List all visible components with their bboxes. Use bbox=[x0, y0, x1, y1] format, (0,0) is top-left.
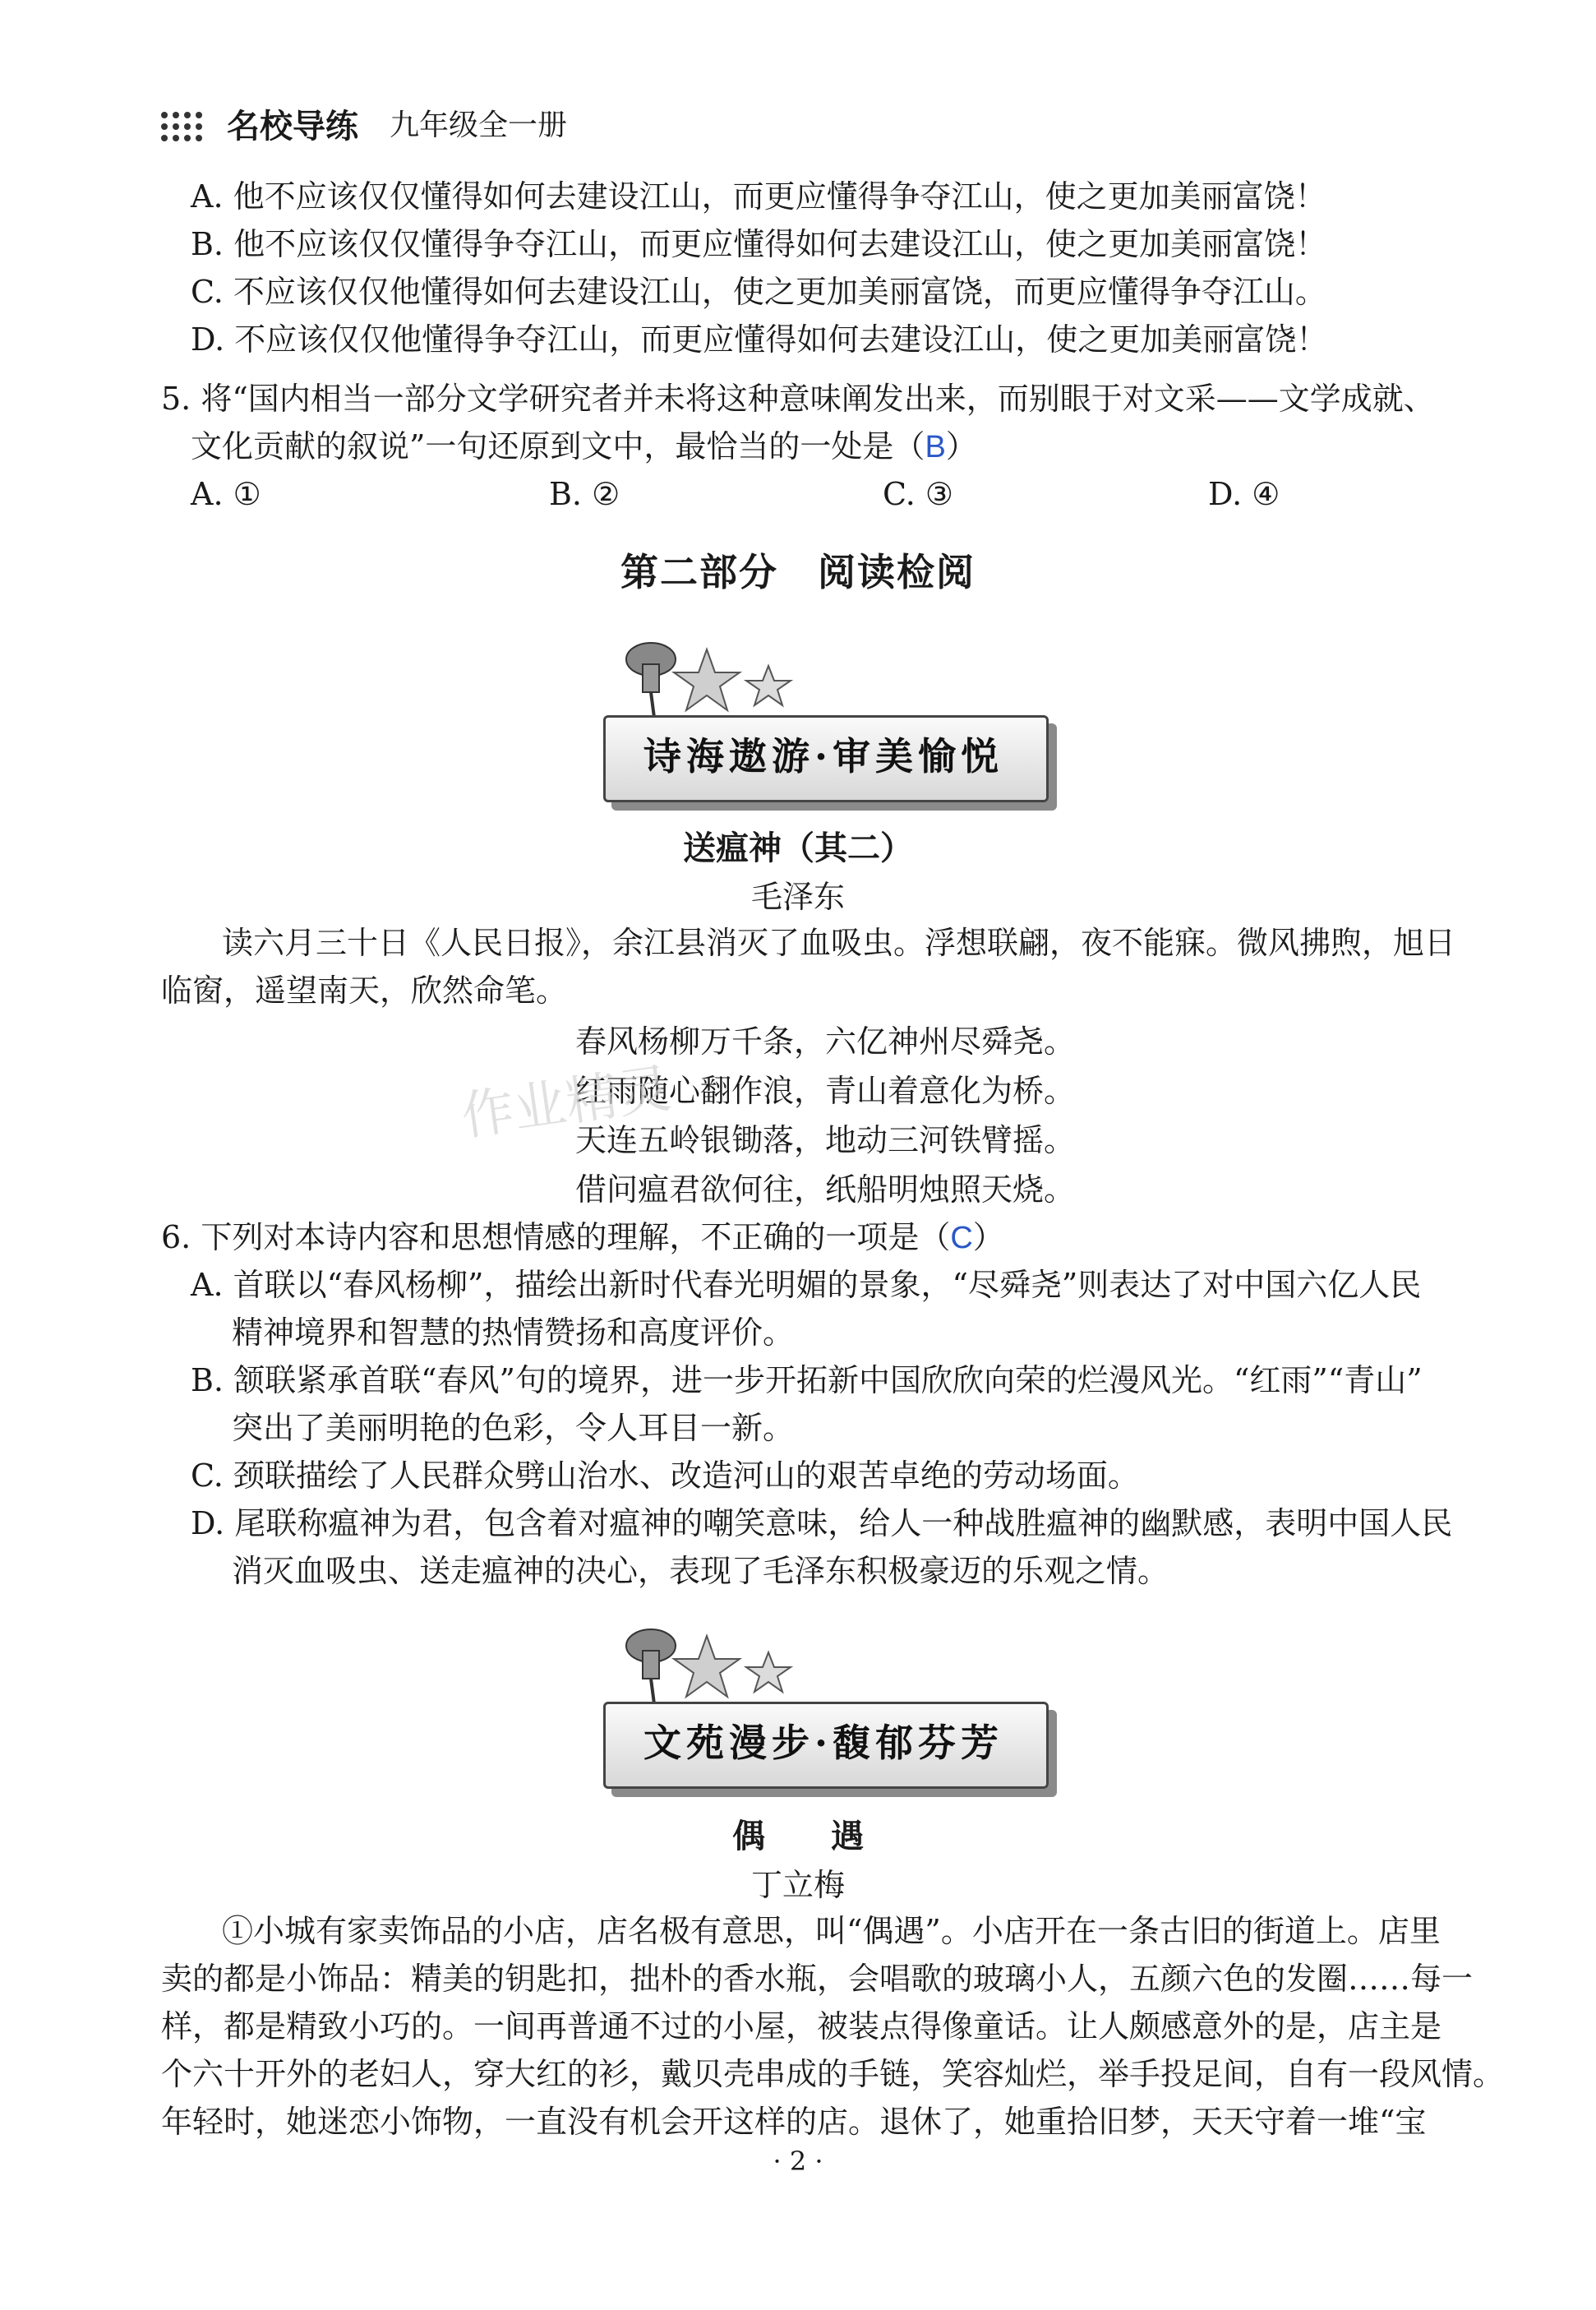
q6-option-b-line1: B. 颔联紧承首联“春风”句的境界，进一步开拓新中国欣欣向荣的烂漫风光。“红雨”“青山” bbox=[191, 1362, 1423, 1398]
article-line: 个六十开外的老妇人，穿大红的衫，戴贝壳串成的手链，笑容灿烂，举手投足间，自有一段风情。 bbox=[161, 2056, 1505, 2092]
poem-title: 送瘟神（其二） bbox=[683, 829, 913, 867]
q4-option-a: A. 他不应该仅仅懂得如何去建设江山，而更应懂得争夺江山，使之更加美丽富饶！ bbox=[191, 178, 1326, 215]
q6-answer: C bbox=[950, 1221, 973, 1255]
q4-option-d: D. 不应该仅仅他懂得争夺江山，而更应懂得如何去建设江山，使之更加美丽富饶！ bbox=[191, 321, 1328, 358]
q5-option-b: B. ② bbox=[549, 476, 620, 512]
page-number: · 2 · bbox=[773, 2146, 823, 2177]
poem-line: 天连五岭银锄落，地动三河铁臂摇。 bbox=[575, 1122, 1076, 1158]
article-line: ①小城有家卖饰品的小店，店名极有意思，叫“偶遇”。小店开在一条古旧的街道上。店里 bbox=[222, 1913, 1441, 1949]
section-banner-prose bbox=[592, 1611, 1060, 1825]
q6-stem bbox=[161, 1213, 1004, 1262]
poem-line: 红雨随心翻作浪，青山着意化为桥。 bbox=[575, 1073, 1076, 1109]
q6-close: ） bbox=[972, 1219, 1004, 1255]
q4-option-c: C. 不应该仅仅他懂得如何去建设江山，使之更加美丽富饶，而更应懂得争夺江山。 bbox=[191, 274, 1326, 310]
q6-option-d-line1: D. 尾联称瘟神为君，包含着对瘟神的嘲笑意味，给人一种战胜瘟神的幽默感，表明中国人民 bbox=[191, 1505, 1453, 1541]
q5-stem-line1: 5. 将“国内相当一部分文学研究者并未将这种意味阐发出来，而别眼于对文采——文学成就、 bbox=[161, 381, 1435, 417]
section-heading: 第二部分 阅读检阅 bbox=[620, 550, 976, 594]
header-dots-icon bbox=[161, 110, 215, 143]
article-title: 偶 遇 bbox=[732, 1818, 864, 1855]
q6-option-b-line2: 突出了美丽明艳的色彩，令人耳目一新。 bbox=[232, 1410, 795, 1446]
q4-option-b: B. 他不应该仅仅懂得争夺江山，而更应懂得如何去建设江山，使之更加美丽富饶！ bbox=[191, 226, 1327, 262]
q5-option-a: A. ① bbox=[191, 476, 261, 512]
article-line: 样，都是精致小巧的。一间再普通不过的小屋，被装点得像童话。让人颇感意外的是，店主是 bbox=[161, 2008, 1442, 2044]
q6-option-a-line1: A. 首联以“春风杨柳”，描绘出新时代春光明媚的景象，“尽舜尧”则表达了对中国六亿人民 bbox=[191, 1267, 1422, 1303]
q6-option-d-line2: 消灭血吸虫、送走瘟神的决心，表现了毛泽东积极豪迈的乐观之情。 bbox=[232, 1553, 1169, 1589]
q6-stem-text: 6. 下列对本诗内容和思想情感的理解，不正确的一项是（ bbox=[161, 1219, 951, 1255]
header-brand: 名校导练 bbox=[227, 108, 358, 146]
poem-preface-line1: 读六月三十日《人民日报》，余江县消灭了血吸虫。浮想联翩，夜不能寐。微风拂煦，旭日 bbox=[222, 925, 1456, 961]
q5-option-c: C. ③ bbox=[883, 476, 953, 512]
banner-title: 文苑漫步·馥郁芬芳 bbox=[643, 1721, 1003, 1765]
poem-line: 春风杨柳万千条，六亿神州尽舜尧。 bbox=[575, 1023, 1076, 1060]
article-author: 丁立梅 bbox=[750, 1867, 845, 1903]
q5-stem-text: 文化贡献的叙说”一句还原到文中，最恰当的一处是（ bbox=[191, 428, 925, 464]
section-banner-poetry bbox=[592, 625, 1060, 839]
watermark: 作业精灵 bbox=[457, 1058, 675, 1148]
article-line: 卖的都是小饰品：精美的钥匙扣，拙朴的香水瓶，会唱歌的玻璃小人，五颜六色的发圈……每一 bbox=[161, 1961, 1474, 1997]
poem-author: 毛泽东 bbox=[750, 879, 845, 915]
article-line: 年轻时，她迷恋小饰物，一直没有机会开这样的店。退休了，她重拾旧梦，天天守着一堆“宝 bbox=[161, 2104, 1427, 2140]
q5-stem-line2 bbox=[191, 423, 977, 471]
q6-option-c-line1: C. 颈联描绘了人民群众劈山治水、改造河山的艰苦卓绝的劳动场面。 bbox=[191, 1458, 1139, 1494]
header-subtitle: 九年级全一册 bbox=[390, 109, 568, 142]
q5-answer: B bbox=[925, 430, 946, 464]
q5-option-d: D. ④ bbox=[1208, 476, 1280, 512]
q5-close: ） bbox=[945, 428, 977, 464]
poem-line: 借问瘟君欲何往，纸船明烛照天烧。 bbox=[575, 1171, 1076, 1208]
poem-preface-line2: 临窗，遥望南天，欣然命笔。 bbox=[161, 973, 568, 1009]
q6-option-a-line2: 精神境界和智慧的热情赞扬和高度评价。 bbox=[232, 1314, 795, 1351]
banner-title: 诗海遨游·审美愉悦 bbox=[643, 734, 1003, 778]
